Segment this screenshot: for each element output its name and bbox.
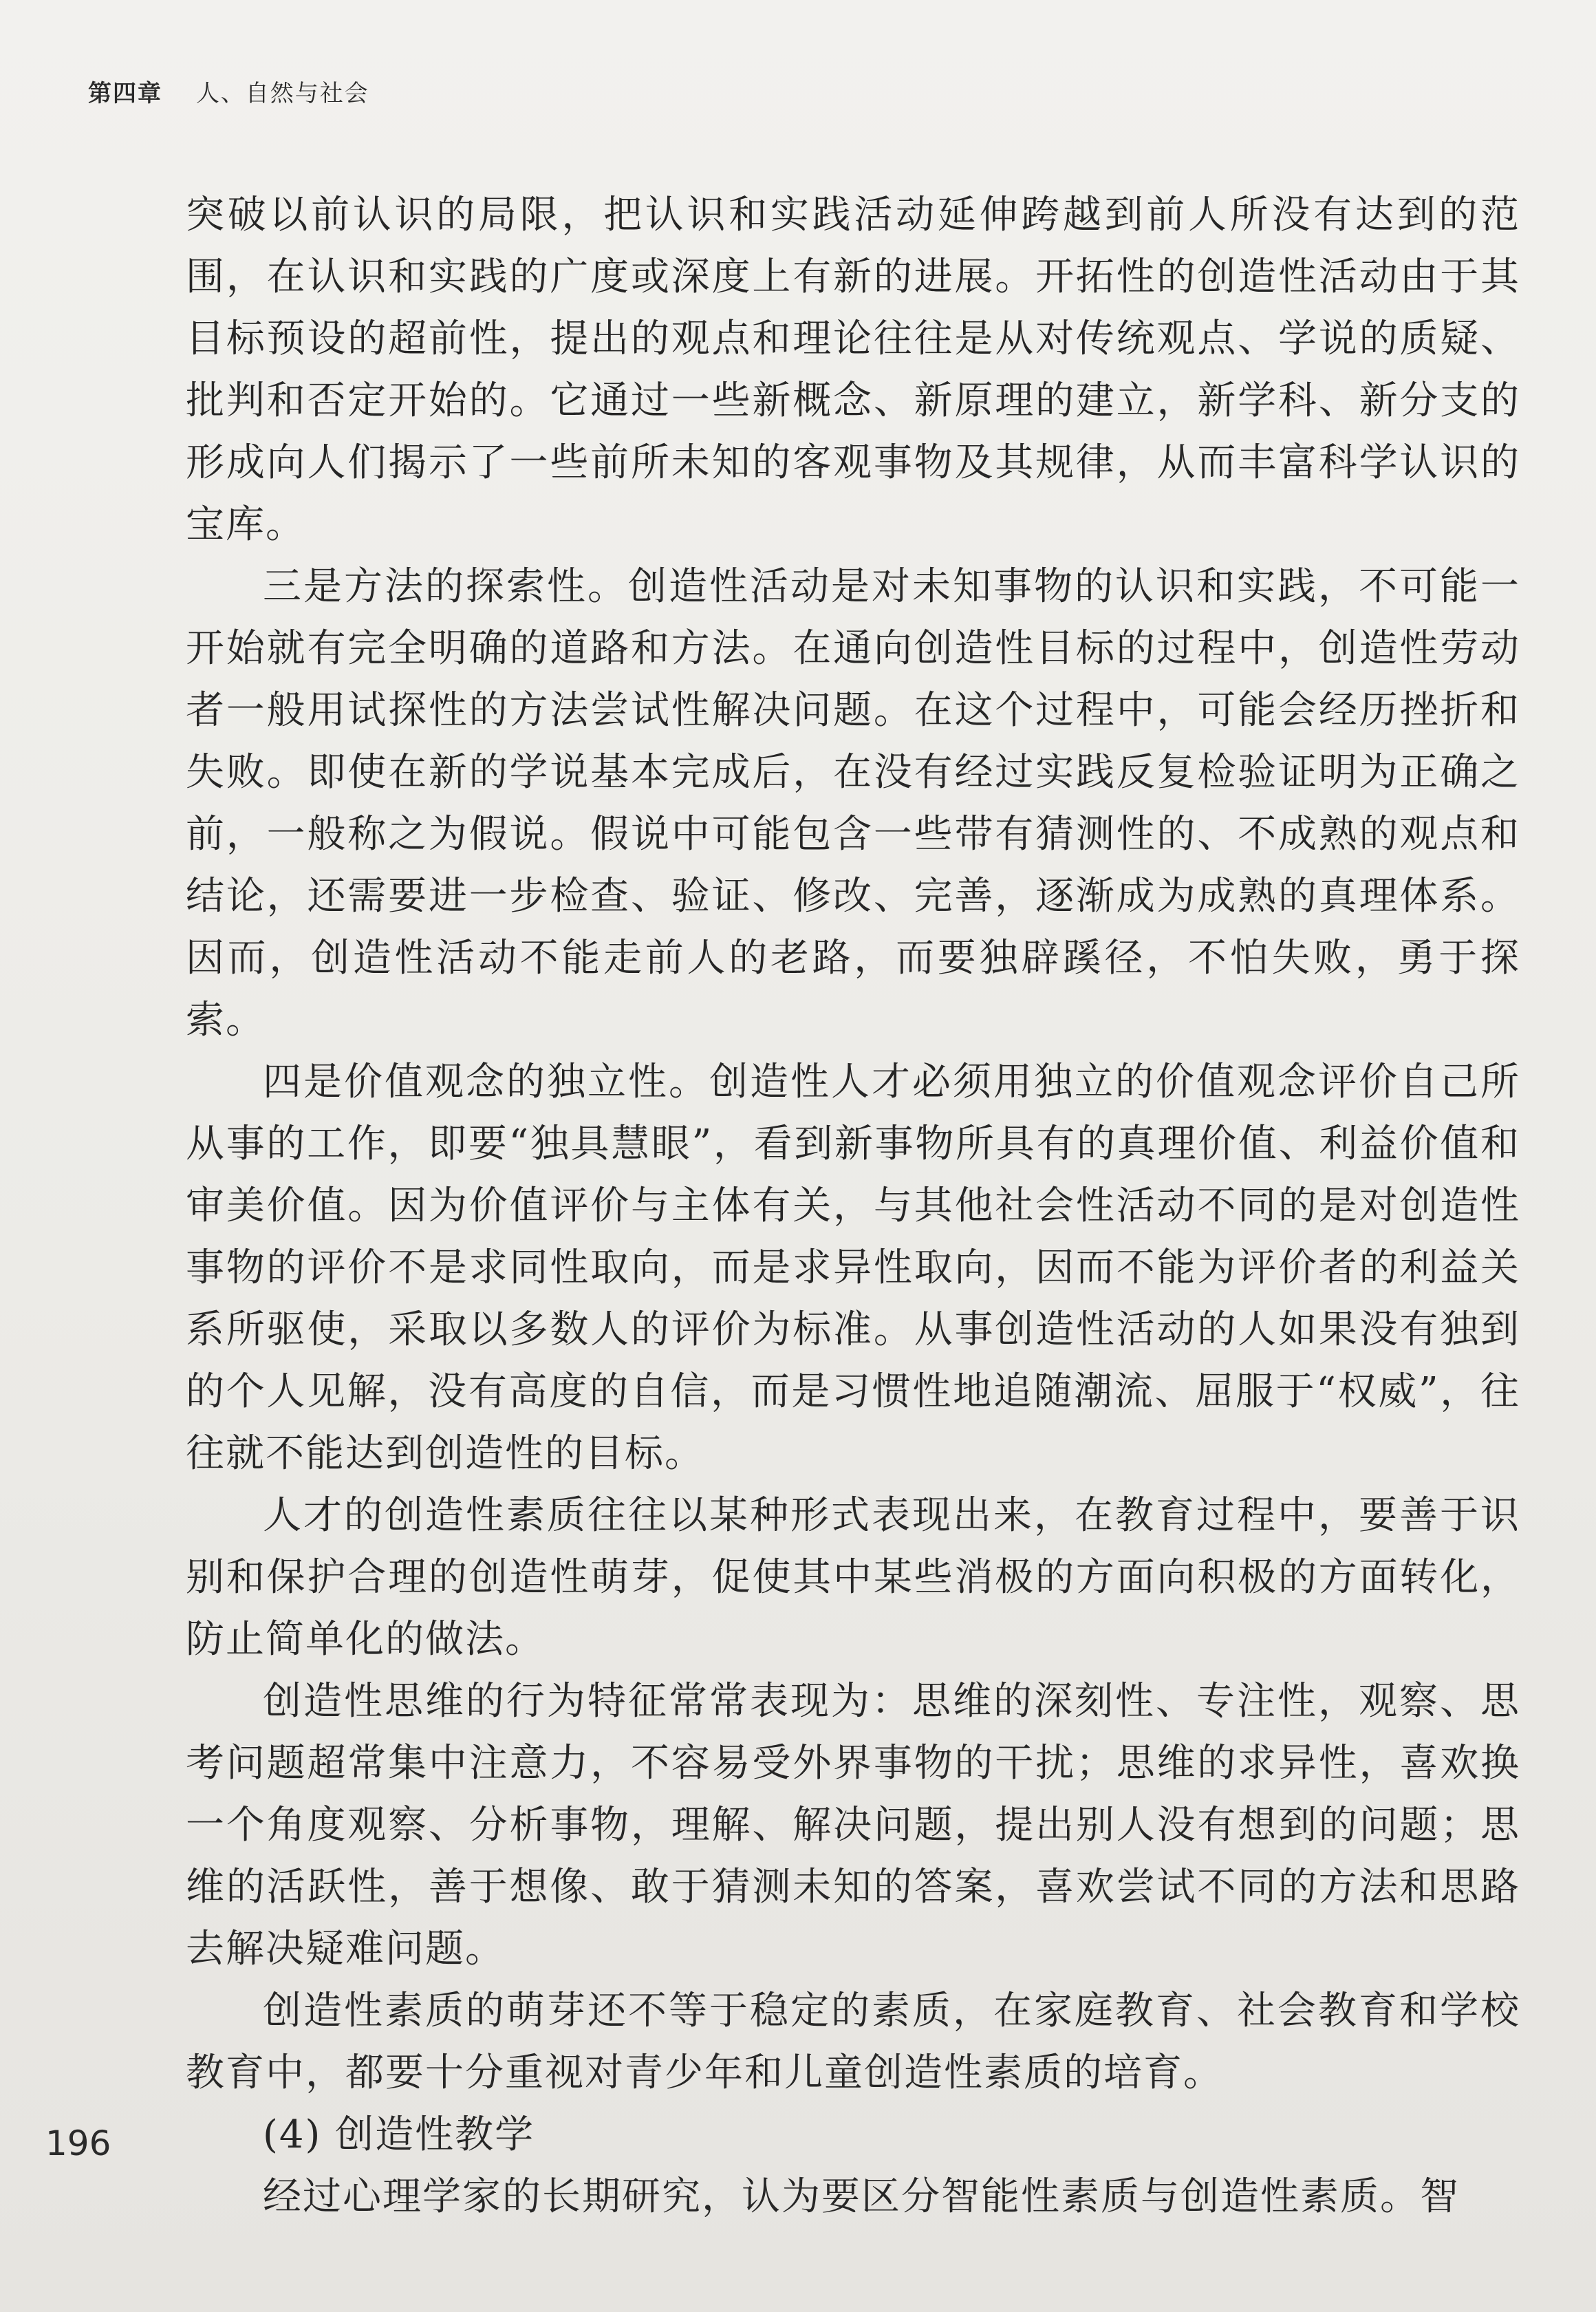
paragraph: 人才的创造性素质往往以某种形式表现出来，在教育过程中，要善于识别和保护合理的创造性萌芽，促使其中某些消极的方面向积极的方面转化，防止简单化的做法。	[186, 1493, 1520, 1662]
page-number: 196	[45, 2123, 111, 2163]
paragraph: 四是价值观念的独立性。创造性人才必须用独立的价值观念评价自己所从事的工作，即要“独具慧眼”，看到新事物所具有的真理价值、利益价值和审美价值。因为价值评价与主体有关，与其他社会性活动不同的是对创造性事物的评价不是求同性取向，而是求异性取向，因而不能为评价者的利益关系所驱使，采取以多数人的评价为标准。从事创造性活动的人如果没有独到的个人见解，没有高度的自信，而是习惯性地追随潮流、屈服于“权威”，往往就不能达到创造性的目标。	[186, 1060, 1520, 1476]
paragraph: 创造性素质的萌芽还不等于稳定的素质，在家庭教育、社会教育和学校教育中，都要十分重视对青少年和儿童创造性素质的培育。	[186, 1989, 1520, 2095]
body-text	[186, 184, 1520, 2228]
chapter-label: 第四章	[88, 80, 162, 107]
paragraph: 创造性思维的行为特征常常表现为：思维的深刻性、专注性，观察、思考问题超常集中注意力，不容易受外界事物的干扰；思维的求异性，喜欢换一个角度观察、分析事物，理解、解决问题，提出别人没有想到的问题；思维的活跃性，善于想像、敢于猜测未知的答案，喜欢尝试不同的方法和思路去解决疑难问题。	[186, 1679, 1520, 1971]
running-header	[88, 74, 369, 108]
section-heading: (4) 创造性教学	[263, 2112, 535, 2157]
paragraph-last: 经过心理学家的长期研究，认为要区分智能性素质与创造性素质。智	[263, 2174, 1460, 2219]
chapter-title: 人、自然与社会	[195, 80, 369, 107]
paragraph-continued: 突破以前认识的局限，把认识和实践活动延伸跨越到前人所没有达到的范围，在认识和实践的广度或深度上有新的进展。开拓性的创造性活动由于其目标预设的超前性，提出的观点和理论往往是从对传统观点、学说的质疑、批判和否定开始的。它通过一些新概念、新原理的建立，新学科、新分支的形成向人们揭示了一些前所未知的客观事物及其规律，从而丰富科学认识的宝库。	[186, 193, 1520, 547]
paragraph: 三是方法的探索性。创造性活动是对未知事物的认识和实践，不可能一开始就有完全明确的道路和方法。在通向创造性目标的过程中，创造性劳动者一般用试探性的方法尝试性解决问题。在这个过程中，可能会经历挫折和失败。即使在新的学说基本完成后，在没有经过实践反复检验证明为正确之前，一般称之为假说。假说中可能包含一些带有猜测性的、不成熟的观点和结论，还需要进一步检查、验证、修改、完善，逐渐成为成熟的真理体系。因而，创造性活动不能走前人的老路，而要独辟蹊径，不怕失败，勇于探索。	[186, 564, 1520, 1042]
